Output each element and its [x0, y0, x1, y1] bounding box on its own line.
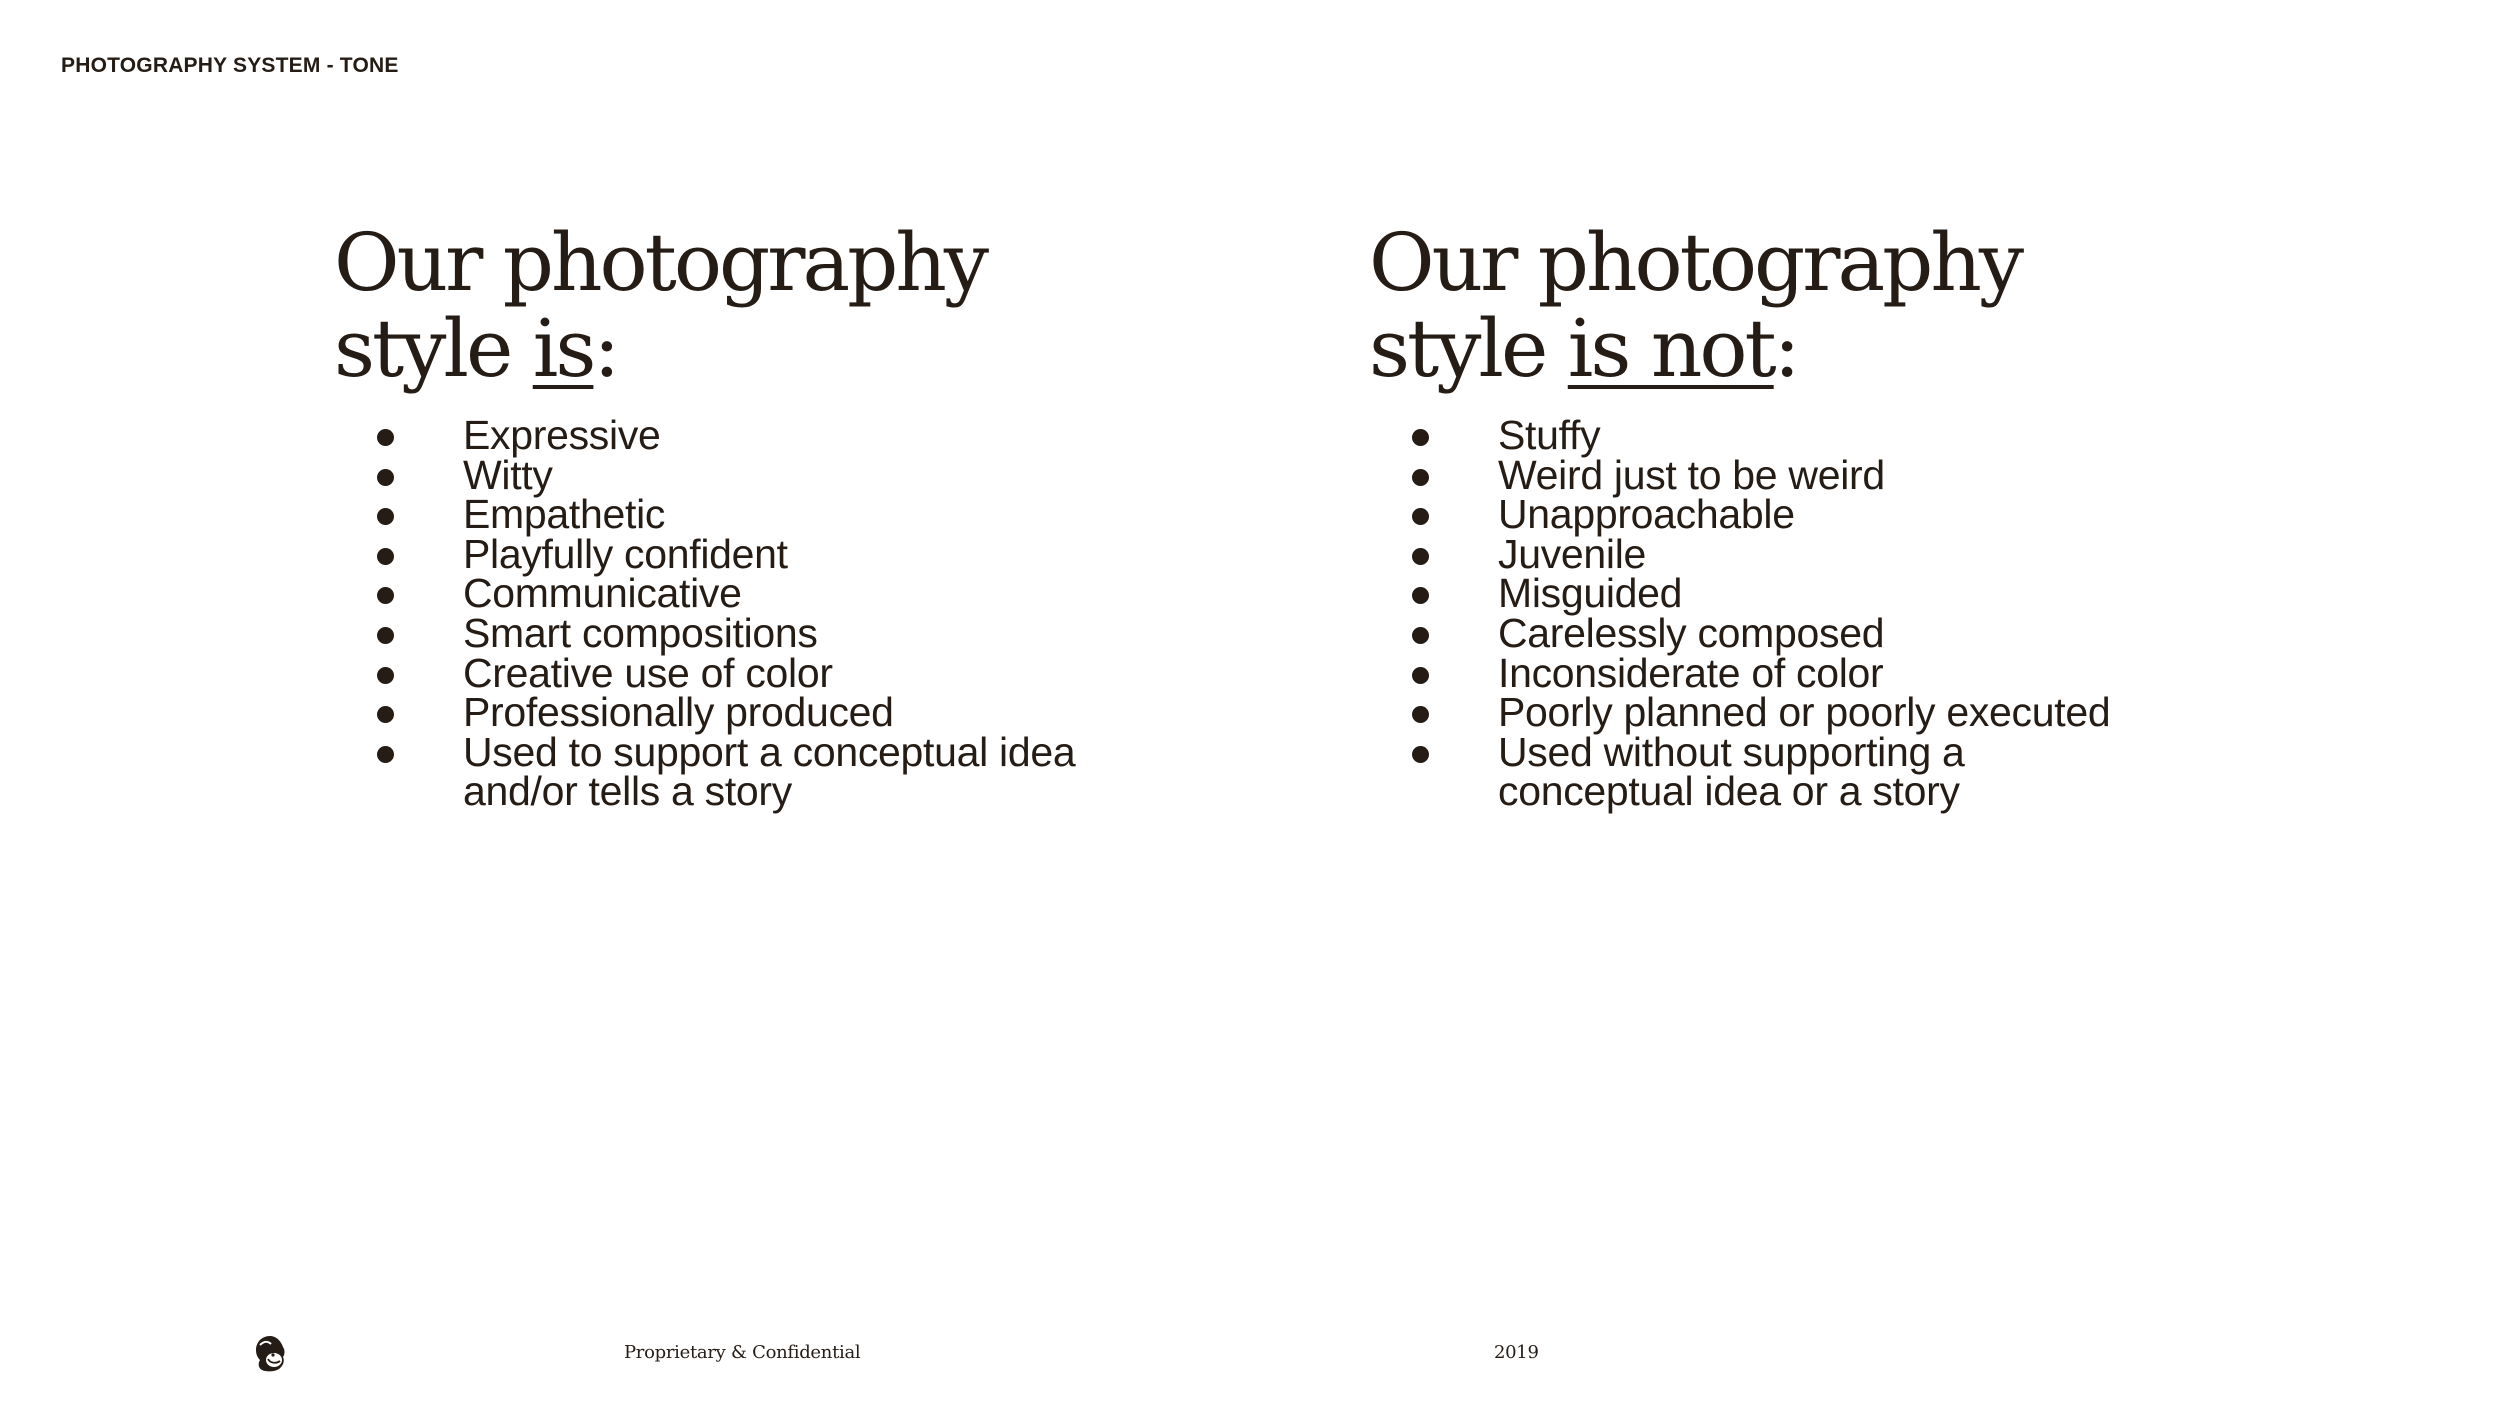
- list-item-text: Smart compositions: [463, 609, 818, 656]
- list-item-text: Misguided: [1498, 570, 1683, 617]
- is-not-heading-prefix: style: [1369, 302, 1568, 395]
- list-item-text: Carelessly composed: [1498, 609, 1885, 656]
- is-not-heading: [1369, 216, 2269, 395]
- is-not-heading-line2: [1369, 302, 2269, 395]
- bullet-dot: [1412, 587, 1429, 604]
- bullet-dot: [377, 548, 394, 565]
- list-item-text: Professionally produced: [463, 689, 894, 736]
- list-item-text: Communicative: [463, 570, 742, 617]
- footer-year: 2019: [1494, 1342, 1539, 1363]
- bullet-dot: [1412, 429, 1429, 446]
- list-item: [334, 689, 1154, 736]
- list-item-text: Inconsiderate of color: [1498, 649, 1884, 696]
- is-not-heading-line1: Our photography: [1369, 216, 2022, 309]
- list-item-text: Juvenile: [1498, 530, 1647, 577]
- is-heading-suffix: :: [593, 302, 618, 395]
- list-item: [1369, 451, 2269, 498]
- list-item: [1369, 689, 2269, 736]
- bullet-dot: [1412, 469, 1429, 486]
- list-item-text: Unapproachable: [1498, 491, 1795, 538]
- list-item: [1369, 728, 2269, 815]
- bullet-dot: [377, 746, 394, 763]
- bullet-dot: [377, 469, 394, 486]
- list-item: [1369, 412, 2269, 458]
- list-item: [334, 570, 1154, 617]
- is-heading-line2: [334, 302, 1154, 395]
- is-list: [334, 412, 1154, 815]
- is-not-heading-suffix: :: [1773, 302, 1798, 395]
- list-item-text: Expressive: [463, 412, 661, 458]
- freddie-logo-icon: [252, 1333, 288, 1373]
- list-item-text: Used to support a conceptual idea and/or tells a story: [463, 728, 1076, 815]
- list-item: [1369, 570, 2269, 617]
- list-item: [1369, 530, 2269, 577]
- bullet-dot: [377, 508, 394, 525]
- bullet-dot: [1412, 706, 1429, 723]
- is-heading-prefix: style: [334, 302, 533, 395]
- list-item-text: Witty: [463, 451, 553, 498]
- list-item-text: Creative use of color: [463, 649, 833, 696]
- list-item: [334, 728, 1154, 815]
- bullet-dot: [1412, 508, 1429, 525]
- is-heading-line1: Our photography: [334, 216, 987, 309]
- list-item: [1369, 649, 2269, 696]
- list-item-text: Poorly planned or poorly executed: [1498, 689, 2111, 736]
- is-not-list: [1369, 412, 2269, 815]
- list-item: [1369, 609, 2269, 656]
- bullet-dot: [377, 706, 394, 723]
- bullet-dot: [377, 667, 394, 684]
- bullet-dot: [377, 627, 394, 644]
- is-heading: [334, 216, 1154, 395]
- is-not-column: [1369, 216, 2269, 815]
- bullet-dot: [1412, 548, 1429, 565]
- bullet-dot: [377, 429, 394, 446]
- list-item-text: Empathetic: [463, 491, 666, 538]
- bullet-dot: [1412, 667, 1429, 684]
- list-item: [1369, 491, 2269, 538]
- list-item-text: Weird just to be weird: [1498, 451, 1885, 498]
- bullet-dot: [1412, 746, 1429, 763]
- is-heading-emphasis: is: [532, 302, 594, 395]
- list-item: [334, 491, 1154, 538]
- list-item: [334, 412, 1154, 458]
- bullet-dot: [1412, 627, 1429, 644]
- list-item-text: Used without supporting a conceptual idea or a story: [1498, 728, 1965, 815]
- bullet-dot: [377, 587, 394, 604]
- list-item: [334, 649, 1154, 696]
- is-not-heading-emphasis: is not: [1567, 302, 1774, 395]
- list-item: [334, 609, 1154, 656]
- list-item-text: Stuffy: [1498, 412, 1601, 458]
- list-item: [334, 451, 1154, 498]
- list-item: [334, 530, 1154, 577]
- footer-confidential: Proprietary & Confidential: [624, 1342, 861, 1363]
- is-column: [334, 216, 1154, 815]
- section-label: PHOTOGRAPHY SYSTEM - TONE: [61, 54, 399, 77]
- list-item-text: Playfully confident: [463, 530, 788, 577]
